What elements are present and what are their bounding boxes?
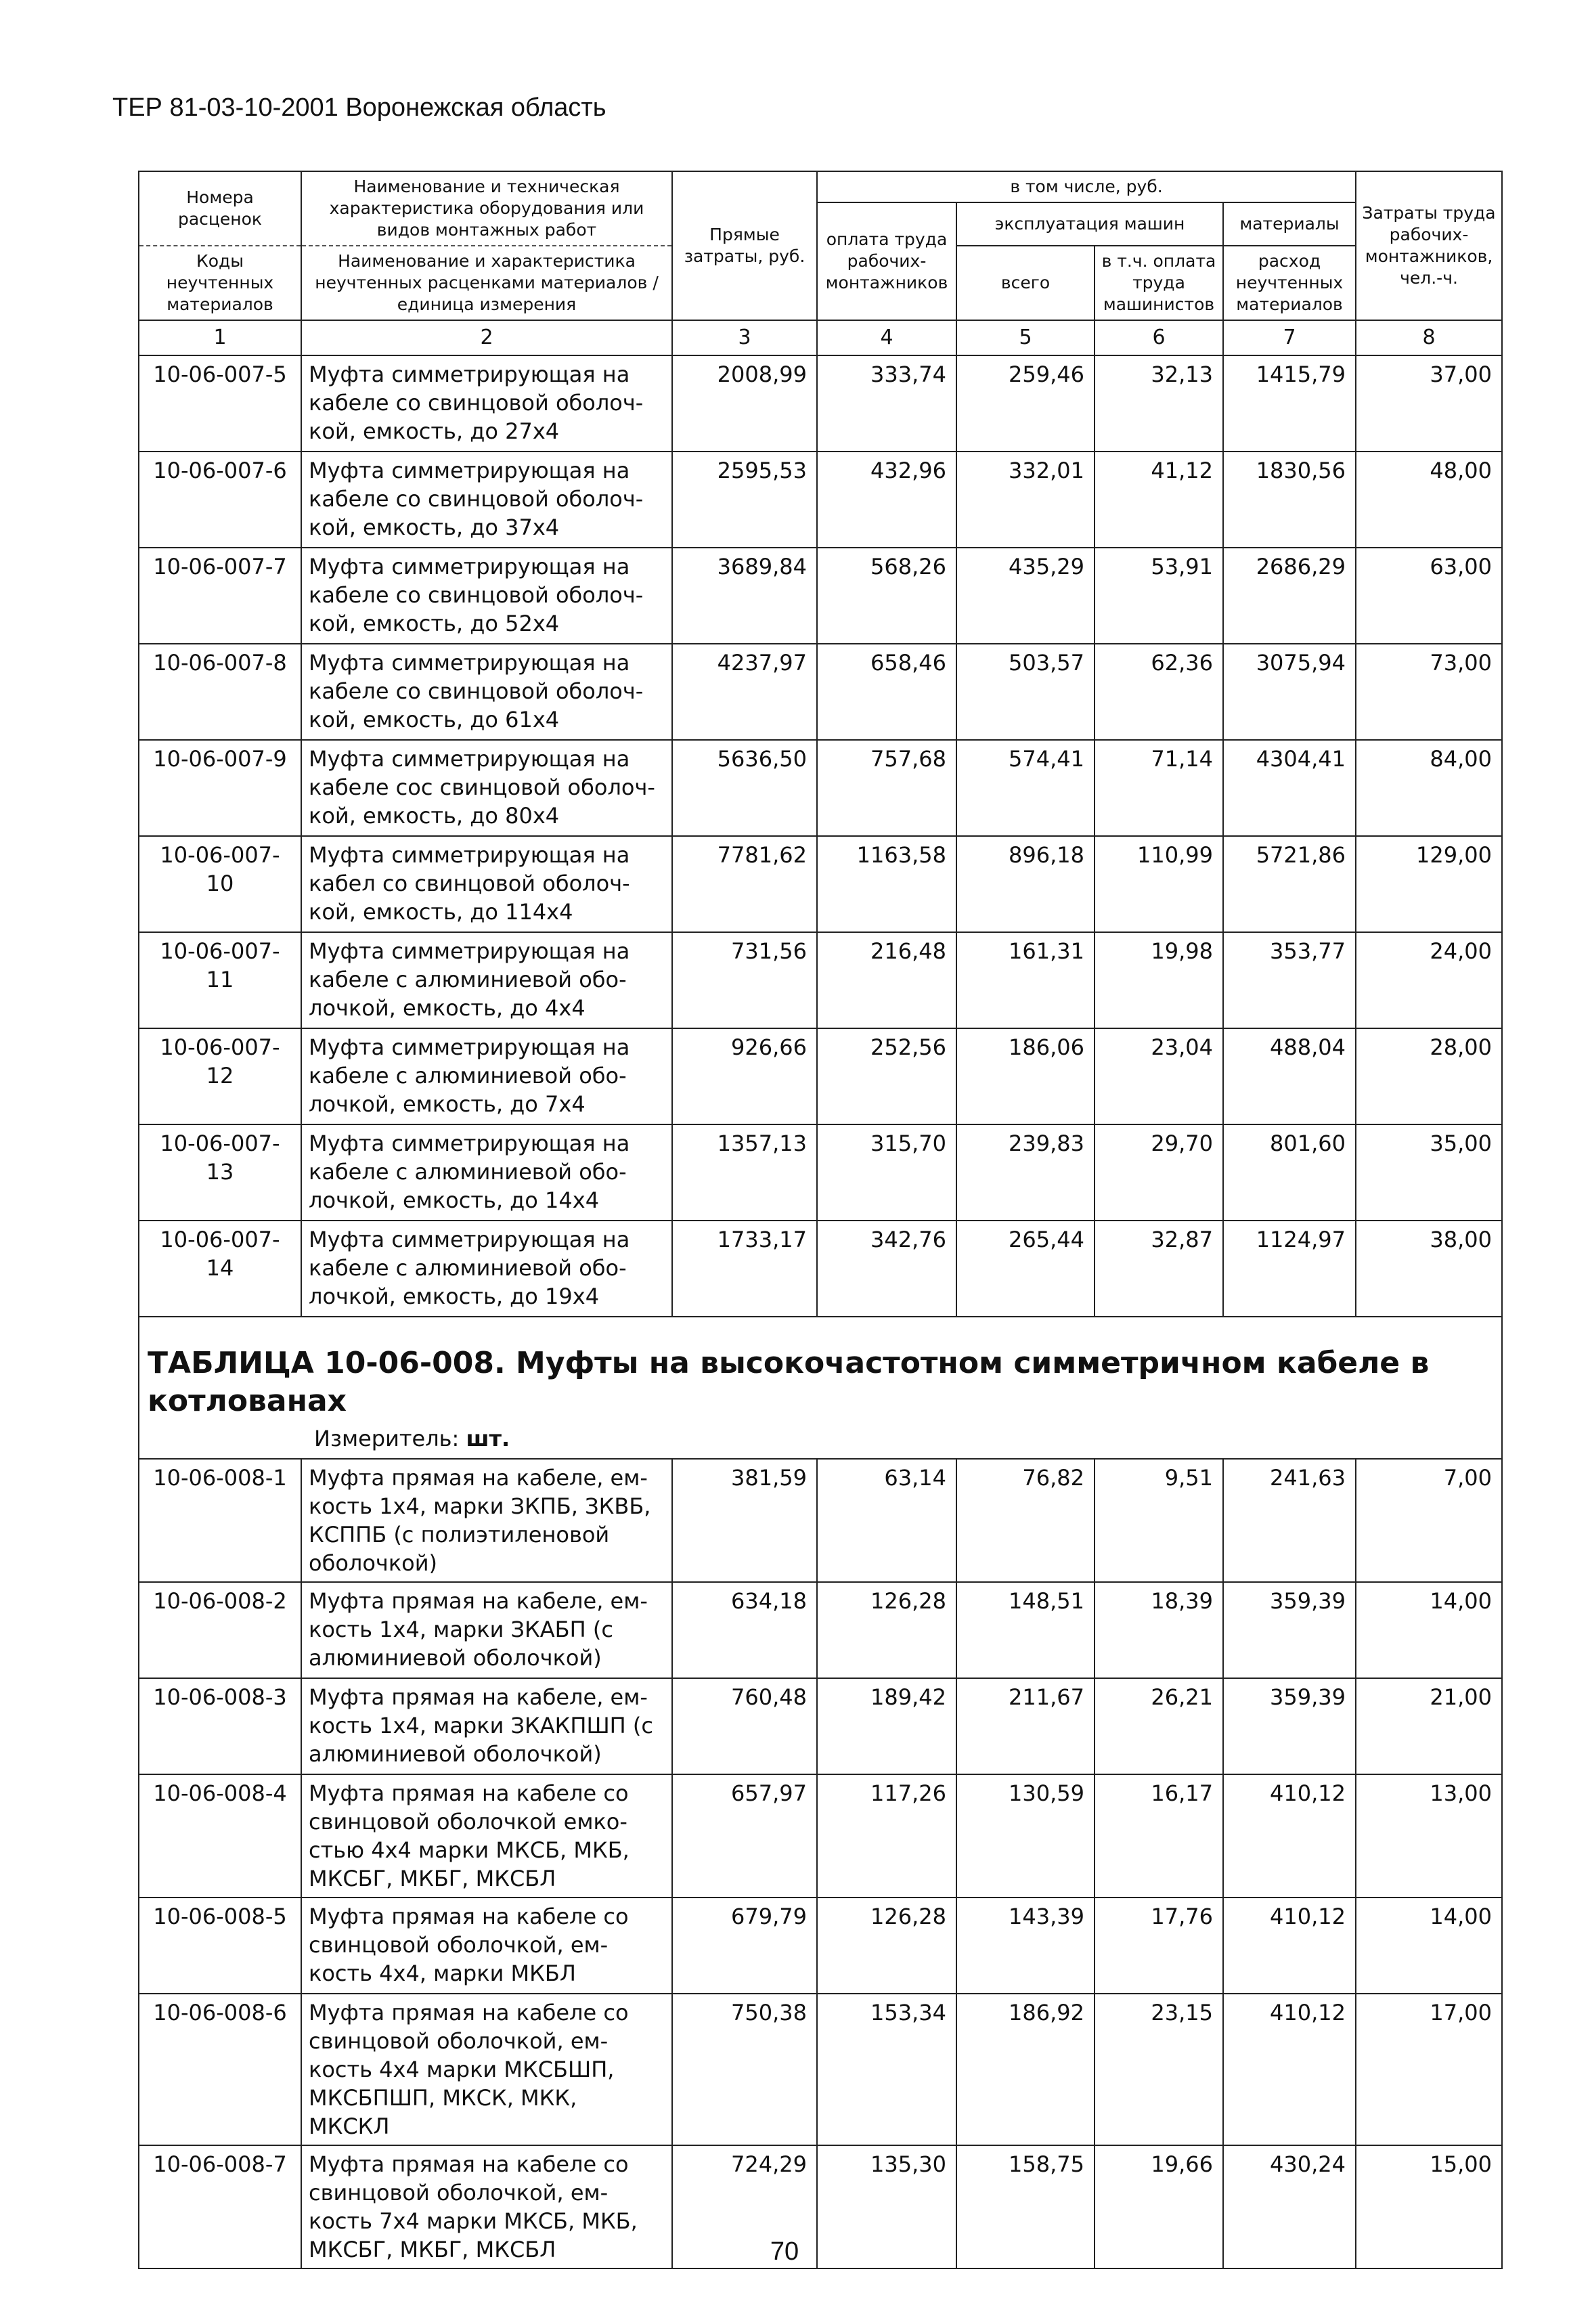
rate-name-line: кость 4х4 марки МКСБШП, bbox=[309, 2057, 615, 2082]
col1-header-top: Номера расценок bbox=[139, 171, 301, 246]
table2-measure-cell bbox=[139, 1426, 1502, 1459]
rate-name-line: свинцовой оболочкой емко- bbox=[309, 1809, 627, 1835]
table-row bbox=[139, 932, 1502, 1028]
labor-pay: 135,30 bbox=[817, 2145, 956, 2268]
rate-name bbox=[301, 1774, 672, 1898]
labor-hours: 24,00 bbox=[1356, 932, 1502, 1028]
machines-total: 332,01 bbox=[956, 452, 1095, 548]
machinist-pay: 19,98 bbox=[1095, 932, 1223, 1028]
col-number: 7 bbox=[1223, 320, 1356, 355]
labor-hours: 7,00 bbox=[1356, 1459, 1502, 1582]
table-row bbox=[139, 1898, 1502, 1994]
machines-total: 259,46 bbox=[956, 355, 1095, 452]
materials-cost: 3075,94 bbox=[1223, 644, 1356, 740]
direct-cost: 3689,84 bbox=[672, 548, 817, 644]
rate-code bbox=[139, 740, 301, 836]
labor-pay: 658,46 bbox=[817, 644, 956, 740]
rate-code-line: 10-06-007- bbox=[160, 1227, 280, 1252]
materials-cost: 2686,29 bbox=[1223, 548, 1356, 644]
table-row bbox=[139, 740, 1502, 836]
labor-hours: 14,00 bbox=[1356, 1898, 1502, 1994]
rate-name bbox=[301, 452, 672, 548]
rate-name-line: лочкой, емкость, до 19х4 bbox=[309, 1284, 600, 1309]
col-number: 8 bbox=[1356, 320, 1502, 355]
machinist-pay: 23,04 bbox=[1095, 1028, 1223, 1124]
materials-cost: 410,12 bbox=[1223, 1994, 1356, 2145]
rate-name-line: Муфта прямая на кабеле со bbox=[309, 2151, 629, 2177]
col7-header: расход неучтенных материалов bbox=[1223, 246, 1356, 320]
labor-pay: 63,14 bbox=[817, 1459, 956, 1582]
rate-code bbox=[139, 1124, 301, 1221]
table-row bbox=[139, 644, 1502, 740]
rate-name-line: кабеле со свинцовой оболоч- bbox=[309, 582, 644, 608]
measure-unit: шт. bbox=[466, 1426, 510, 1451]
rate-code-line: 10-06-007- bbox=[160, 938, 280, 964]
materials-cost: 1830,56 bbox=[1223, 452, 1356, 548]
rate-name-line: Муфта симметрирующая на bbox=[309, 842, 630, 868]
rate-code bbox=[139, 1028, 301, 1124]
document-header: ТЕР 81-03-10-2001 Воронежская область bbox=[112, 93, 606, 122]
direct-cost: 2008,99 bbox=[672, 355, 817, 452]
rate-name bbox=[301, 1898, 672, 1994]
table-row bbox=[139, 836, 1502, 932]
rate-code-line: 10-06-007-7 bbox=[153, 554, 287, 579]
rate-code-line: 11 bbox=[206, 967, 234, 992]
rate-name-line: кость 1х4, марки ЗКАКПШП (с bbox=[309, 1713, 653, 1738]
machines-total: 148,51 bbox=[956, 1582, 1095, 1678]
table-row bbox=[139, 1994, 1502, 2145]
col1-header-bottom: Коды неучтенных материалов bbox=[139, 246, 301, 320]
machines-total: 158,75 bbox=[956, 2145, 1095, 2268]
labor-pay: 189,42 bbox=[817, 1678, 956, 1774]
rate-code-line: 10-06-008-7 bbox=[153, 2151, 287, 2177]
direct-cost: 5636,50 bbox=[672, 740, 817, 836]
labor-hours: 73,00 bbox=[1356, 644, 1502, 740]
rate-code-line: 10-06-007-5 bbox=[153, 361, 287, 387]
col4-header: оплата труда рабочих-монтажников bbox=[817, 202, 956, 320]
direct-cost: 926,66 bbox=[672, 1028, 817, 1124]
labor-pay: 568,26 bbox=[817, 548, 956, 644]
rate-code-line: 10-06-007- bbox=[160, 1034, 280, 1060]
rate-code bbox=[139, 1678, 301, 1774]
table1-body bbox=[139, 355, 1502, 1317]
direct-cost: 731,56 bbox=[672, 932, 817, 1028]
labor-hours: 129,00 bbox=[1356, 836, 1502, 932]
table-row bbox=[139, 355, 1502, 452]
rate-name-line: кабеле с алюминиевой обо- bbox=[309, 1159, 627, 1185]
rate-name-line: свинцовой оболочкой, ем- bbox=[309, 1932, 609, 1958]
incl-header: в том числе, руб. bbox=[817, 171, 1356, 202]
materials-cost: 430,24 bbox=[1223, 2145, 1356, 2268]
rate-code-line: 10-06-007- bbox=[160, 1131, 280, 1156]
machinist-pay: 26,21 bbox=[1095, 1678, 1223, 1774]
rate-name-line: кой, емкость, до 52х4 bbox=[309, 611, 560, 636]
materials-cost: 241,63 bbox=[1223, 1459, 1356, 1582]
machines-total: 574,41 bbox=[956, 740, 1095, 836]
machines-total: 239,83 bbox=[956, 1124, 1095, 1221]
materials-cost: 410,12 bbox=[1223, 1898, 1356, 1994]
rate-name-line: Муфта прямая на кабеле со bbox=[309, 1780, 629, 1806]
rate-code bbox=[139, 1459, 301, 1582]
rate-name-line: кабеле с алюминиевой обо- bbox=[309, 967, 627, 992]
rate-name-line: Муфта прямая на кабеле, ем- bbox=[309, 1465, 648, 1491]
rate-name bbox=[301, 1028, 672, 1124]
labor-pay: 315,70 bbox=[817, 1124, 956, 1221]
rate-code bbox=[139, 1582, 301, 1678]
materials-cost: 359,39 bbox=[1223, 1678, 1356, 1774]
col-number: 4 bbox=[817, 320, 956, 355]
labor-hours: 15,00 bbox=[1356, 2145, 1502, 2268]
table2-body bbox=[139, 1459, 1502, 2268]
rate-code-line: 12 bbox=[206, 1063, 234, 1089]
machinist-pay: 32,13 bbox=[1095, 355, 1223, 452]
rate-name bbox=[301, 355, 672, 452]
rate-name-line: свинцовой оболочкой, ем- bbox=[309, 2028, 609, 2054]
machines-total: 503,57 bbox=[956, 644, 1095, 740]
labor-pay: 1163,58 bbox=[817, 836, 956, 932]
table-row bbox=[139, 1582, 1502, 1678]
direct-cost: 634,18 bbox=[672, 1582, 817, 1678]
col-number: 3 bbox=[672, 320, 817, 355]
rate-code-line: 10-06-008-6 bbox=[153, 2000, 287, 2025]
rate-code bbox=[139, 1774, 301, 1898]
rate-name-line: кость 1х4, марки ЗКАБП (с bbox=[309, 1617, 613, 1642]
machinist-pay: 32,87 bbox=[1095, 1221, 1223, 1317]
rate-code-line: 10-06-008-4 bbox=[153, 1780, 287, 1806]
table-row bbox=[139, 452, 1502, 548]
direct-cost: 4237,97 bbox=[672, 644, 817, 740]
labor-hours: 48,00 bbox=[1356, 452, 1502, 548]
materials-cost: 4304,41 bbox=[1223, 740, 1356, 836]
rate-name bbox=[301, 1459, 672, 1582]
direct-cost: 2595,53 bbox=[672, 452, 817, 548]
materials-cost: 359,39 bbox=[1223, 1582, 1356, 1678]
materials-cost: 1124,97 bbox=[1223, 1221, 1356, 1317]
machinist-pay: 17,76 bbox=[1095, 1898, 1223, 1994]
rate-name-line: Муфта симметрирующая на bbox=[309, 938, 630, 964]
rate-code-line: 10-06-007-9 bbox=[153, 746, 287, 772]
direct-cost: 750,38 bbox=[672, 1994, 817, 2145]
rate-name bbox=[301, 1678, 672, 1774]
rate-name-line: кабеле со свинцовой оболоч- bbox=[309, 486, 644, 512]
col-number: 1 bbox=[139, 320, 301, 355]
machines-total: 896,18 bbox=[956, 836, 1095, 932]
rate-name bbox=[301, 740, 672, 836]
rate-code-line: 10-06-008-3 bbox=[153, 1684, 287, 1710]
rate-name bbox=[301, 1582, 672, 1678]
machines-total: 265,44 bbox=[956, 1221, 1095, 1317]
labor-pay: 216,48 bbox=[817, 932, 956, 1028]
machinist-pay: 18,39 bbox=[1095, 1582, 1223, 1678]
rate-code bbox=[139, 1898, 301, 1994]
labor-pay: 252,56 bbox=[817, 1028, 956, 1124]
rate-name-line: МКСБГ, МКБГ, МКСБЛ bbox=[309, 2237, 556, 2262]
rate-code bbox=[139, 644, 301, 740]
labor-hours: 14,00 bbox=[1356, 1582, 1502, 1678]
rate-code-line: 10-06-007-8 bbox=[153, 650, 287, 676]
labor-hours: 37,00 bbox=[1356, 355, 1502, 452]
rate-name-line: кабел со свинцовой оболоч- bbox=[309, 871, 630, 896]
direct-cost: 1357,13 bbox=[672, 1124, 817, 1221]
machinist-pay: 16,17 bbox=[1095, 1774, 1223, 1898]
machines-total: 186,92 bbox=[956, 1994, 1095, 2145]
rate-name-line: оболочкой) bbox=[309, 1550, 438, 1576]
rate-name-line: свинцовой оболочкой, ем- bbox=[309, 2180, 609, 2206]
labor-pay: 342,76 bbox=[817, 1221, 956, 1317]
machines-total: 435,29 bbox=[956, 548, 1095, 644]
rate-name-line: кабеле с алюминиевой обо- bbox=[309, 1255, 627, 1281]
machinist-pay: 23,15 bbox=[1095, 1994, 1223, 2145]
rate-name-line: кость 4х4, марки МКБЛ bbox=[309, 1960, 576, 1986]
rate-code-line: 14 bbox=[206, 1255, 234, 1281]
rate-name bbox=[301, 644, 672, 740]
table-row bbox=[139, 1459, 1502, 1582]
machines-total: 143,39 bbox=[956, 1898, 1095, 1994]
labor-pay: 757,68 bbox=[817, 740, 956, 836]
rate-name-line: кабеле со свинцовой оболоч- bbox=[309, 678, 644, 704]
labor-pay: 432,96 bbox=[817, 452, 956, 548]
rate-code bbox=[139, 1221, 301, 1317]
rates-table bbox=[138, 171, 1503, 2269]
table-row bbox=[139, 1028, 1502, 1124]
machines-total: 130,59 bbox=[956, 1774, 1095, 1898]
labor-hours: 28,00 bbox=[1356, 1028, 1502, 1124]
rate-name-line: Муфта симметрирующая на bbox=[309, 1034, 630, 1060]
labor-hours: 84,00 bbox=[1356, 740, 1502, 836]
machinist-pay: 29,70 bbox=[1095, 1124, 1223, 1221]
labor-pay: 126,28 bbox=[817, 1898, 956, 1994]
direct-cost: 760,48 bbox=[672, 1678, 817, 1774]
table2-heading bbox=[139, 1317, 1502, 1459]
machinist-pay: 62,36 bbox=[1095, 644, 1223, 740]
table-row bbox=[139, 1221, 1502, 1317]
rate-code-line: 10-06-008-5 bbox=[153, 1904, 287, 1929]
rate-name-line: лочкой, емкость, до 4х4 bbox=[309, 995, 585, 1021]
col2-header-top: Наименование и техническая характеристика оборудования или видов монтажных работ bbox=[301, 171, 672, 246]
rate-name bbox=[301, 1124, 672, 1221]
rate-name-line: Муфта симметрирующая на bbox=[309, 650, 630, 676]
rate-name-line: Муфта симметрирующая на bbox=[309, 1227, 630, 1252]
machines-total: 211,67 bbox=[956, 1678, 1095, 1774]
col-number: 5 bbox=[956, 320, 1095, 355]
rate-name-line: КСППБ (с полиэтиленовой bbox=[309, 1522, 610, 1548]
machines-total: 186,06 bbox=[956, 1028, 1095, 1124]
rate-name-line: алюминиевой оболочкой) bbox=[309, 1741, 602, 1767]
machinist-pay: 110,99 bbox=[1095, 836, 1223, 932]
col6-header: в т.ч. оплата труда машинистов bbox=[1095, 246, 1223, 320]
direct-cost: 381,59 bbox=[672, 1459, 817, 1582]
col5-header: всего bbox=[956, 246, 1095, 320]
rate-code bbox=[139, 355, 301, 452]
rate-code bbox=[139, 548, 301, 644]
table2-title: ТАБЛИЦА 10-06-008. Муфты на высокочастотном симметричном кабеле в котлованах bbox=[139, 1317, 1502, 1426]
labor-hours: 13,00 bbox=[1356, 1774, 1502, 1898]
materials-cost: 801,60 bbox=[1223, 1124, 1356, 1221]
rate-name-line: Муфта симметрирующая на bbox=[309, 458, 630, 483]
rate-name bbox=[301, 836, 672, 932]
rate-name-line: МКСБПШП, МКСК, МКК, bbox=[309, 2085, 577, 2111]
labor-pay: 333,74 bbox=[817, 355, 956, 452]
ekspl-header: эксплуатация машин bbox=[956, 202, 1223, 246]
rate-code-line: 10-06-008-1 bbox=[153, 1465, 287, 1491]
rate-name-line: алюминиевой оболочкой) bbox=[309, 1645, 602, 1671]
materials-header: материалы bbox=[1223, 202, 1356, 246]
direct-cost: 679,79 bbox=[672, 1898, 817, 1994]
direct-cost: 1733,17 bbox=[672, 1221, 817, 1317]
rate-code-line: 10 bbox=[206, 871, 234, 896]
materials-cost: 353,77 bbox=[1223, 932, 1356, 1028]
rate-code bbox=[139, 452, 301, 548]
labor-pay: 117,26 bbox=[817, 1774, 956, 1898]
labor-hours: 38,00 bbox=[1356, 1221, 1502, 1317]
rate-name bbox=[301, 932, 672, 1028]
labor-hours: 63,00 bbox=[1356, 548, 1502, 644]
direct-cost: 657,97 bbox=[672, 1774, 817, 1898]
machinist-pay: 53,91 bbox=[1095, 548, 1223, 644]
machinist-pay: 19,66 bbox=[1095, 2145, 1223, 2268]
rate-name-line: лочкой, емкость, до 7х4 bbox=[309, 1091, 585, 1117]
rate-name-line: кой, емкость, до 37х4 bbox=[309, 514, 560, 540]
col-number: 2 bbox=[301, 320, 672, 355]
col8-header: Затраты труда рабочих-монтажников, чел.-ч. bbox=[1356, 171, 1502, 320]
rate-name-line: кость 1х4, марки ЗКПБ, ЗКВБ, bbox=[309, 1493, 651, 1519]
page-number: 70 bbox=[770, 2237, 799, 2266]
rates-table-wrap bbox=[138, 171, 1501, 2269]
machines-total: 76,82 bbox=[956, 1459, 1095, 1582]
direct-cost: 724,29 bbox=[672, 2145, 817, 2268]
rate-code bbox=[139, 932, 301, 1028]
col-number: 6 bbox=[1095, 320, 1223, 355]
labor-hours: 21,00 bbox=[1356, 1678, 1502, 1774]
rate-name bbox=[301, 1221, 672, 1317]
materials-cost: 410,12 bbox=[1223, 1774, 1356, 1898]
rate-name-line: лочкой, емкость, до 14х4 bbox=[309, 1187, 600, 1213]
rate-name-line: кой, емкость, до 80х4 bbox=[309, 803, 560, 829]
rate-name-line: Муфта симметрирующая на bbox=[309, 746, 630, 772]
rate-code-line: 10-06-007- bbox=[160, 842, 280, 868]
rate-name-line: кой, емкость, до 61х4 bbox=[309, 707, 560, 732]
rate-name-line: кабеле сос свинцовой оболоч- bbox=[309, 774, 655, 800]
rate-code bbox=[139, 1994, 301, 2145]
labor-pay: 153,34 bbox=[817, 1994, 956, 2145]
table-row bbox=[139, 1774, 1502, 1898]
machines-total: 161,31 bbox=[956, 932, 1095, 1028]
rate-name-line: Муфта прямая на кабеле, ем- bbox=[309, 1684, 648, 1710]
rate-name-line: кость 7х4 марки МКСБ, МКБ, bbox=[309, 2208, 638, 2234]
materials-cost: 488,04 bbox=[1223, 1028, 1356, 1124]
rate-code-line: 13 bbox=[206, 1159, 234, 1185]
machinist-pay: 9,51 bbox=[1095, 1459, 1223, 1582]
rate-name-line: МКСКЛ bbox=[309, 2113, 390, 2139]
rate-name-line: МКСБГ, МКБГ, МКСБЛ bbox=[309, 1866, 556, 1891]
col3-header: Прямые затраты, руб. bbox=[672, 171, 817, 320]
rate-name-line: Муфта прямая на кабеле со bbox=[309, 2000, 629, 2025]
labor-hours: 35,00 bbox=[1356, 1124, 1502, 1221]
machinist-pay: 41,12 bbox=[1095, 452, 1223, 548]
rate-name-line: кой, емкость, до 114х4 bbox=[309, 899, 573, 925]
table2-measure bbox=[139, 1426, 1501, 1451]
machinist-pay: 71,14 bbox=[1095, 740, 1223, 836]
direct-cost: 7781,62 bbox=[672, 836, 817, 932]
rate-name-line: кабеле со свинцовой оболоч- bbox=[309, 390, 644, 416]
rate-name-line: Муфта симметрирующая на bbox=[309, 361, 630, 387]
materials-cost: 5721,86 bbox=[1223, 836, 1356, 932]
labor-pay: 126,28 bbox=[817, 1582, 956, 1678]
col2-header-bottom: Наименование и характеристика неучтенных расценками материалов / единица измерения bbox=[301, 246, 672, 320]
rate-name-line: Муфта прямая на кабеле, ем- bbox=[309, 1588, 648, 1614]
rate-name-line: Муфта симметрирующая на bbox=[309, 1131, 630, 1156]
rate-name-line: кой, емкость, до 27х4 bbox=[309, 418, 560, 444]
rate-code-line: 10-06-007-6 bbox=[153, 458, 287, 483]
table-row bbox=[139, 1678, 1502, 1774]
rate-name-line: Муфта симметрирующая на bbox=[309, 554, 630, 579]
rate-name-line: кабеле с алюминиевой обо- bbox=[309, 1063, 627, 1089]
table-row bbox=[139, 548, 1502, 644]
rate-name bbox=[301, 1994, 672, 2145]
materials-cost: 1415,79 bbox=[1223, 355, 1356, 452]
rate-name-line: Муфта прямая на кабеле со bbox=[309, 1904, 629, 1929]
rate-name bbox=[301, 548, 672, 644]
labor-hours: 17,00 bbox=[1356, 1994, 1502, 2145]
rate-code bbox=[139, 836, 301, 932]
table-row bbox=[139, 1124, 1502, 1221]
rate-code-line: 10-06-008-2 bbox=[153, 1588, 287, 1614]
rate-name-line: стью 4х4 марки МКСБ, МКБ, bbox=[309, 1837, 629, 1863]
measure-label: Измеритель: bbox=[314, 1426, 460, 1451]
